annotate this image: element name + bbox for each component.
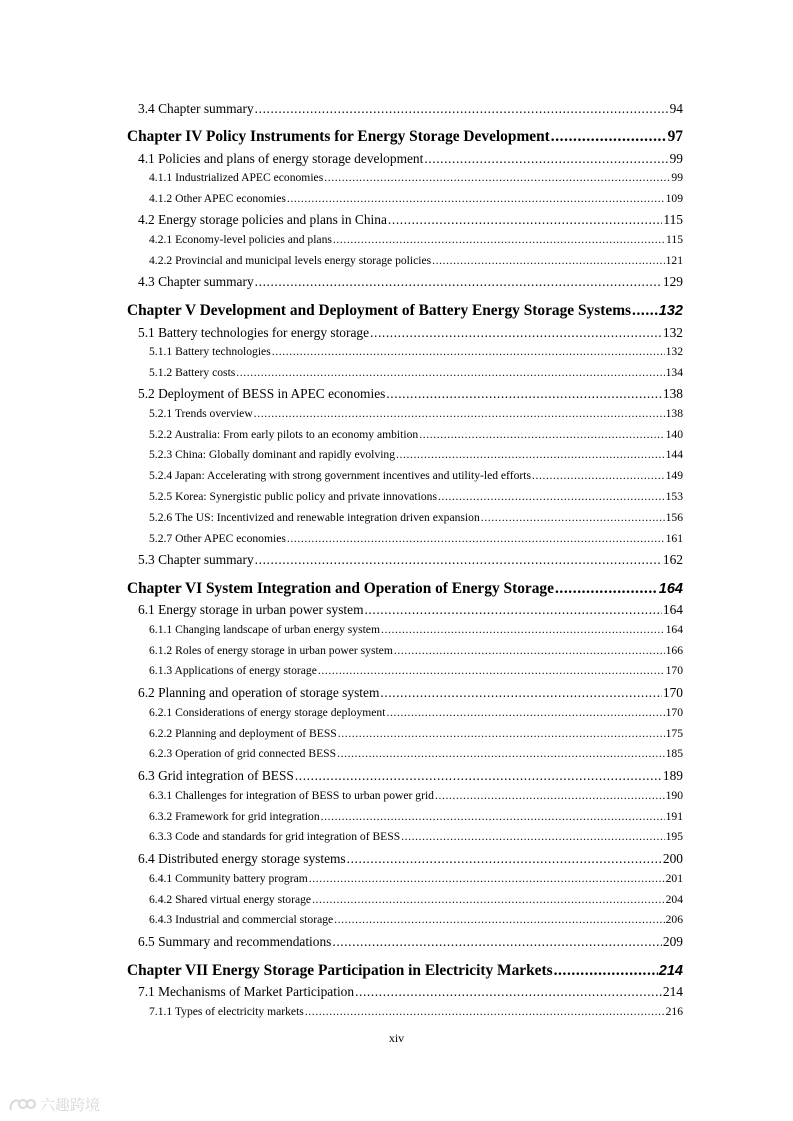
toc-entry-page: 164 bbox=[658, 581, 683, 597]
toc-entry-title: 4.2.1 Economy-level policies and plans bbox=[149, 233, 332, 246]
toc-entry-title: 3.4 Chapter summary bbox=[138, 101, 254, 116]
dot-leader bbox=[333, 233, 665, 246]
toc-entry-page: 214 bbox=[658, 963, 683, 979]
toc-entry-title: 6.3.3 Code and standards for grid integration of BESS bbox=[149, 830, 401, 843]
toc-entry-page: 138 bbox=[662, 386, 683, 401]
toc-subsection-entry[interactable] bbox=[149, 428, 683, 441]
toc-subsection-entry[interactable] bbox=[149, 171, 683, 184]
toc-entry-page: 129 bbox=[662, 274, 683, 289]
dot-leader bbox=[312, 893, 665, 906]
dot-leader bbox=[332, 934, 662, 950]
toc-subsection-entry[interactable] bbox=[149, 345, 683, 358]
dot-leader bbox=[370, 325, 662, 341]
toc-section-entry[interactable] bbox=[138, 151, 683, 167]
dot-leader bbox=[255, 101, 669, 117]
page-number: xiv bbox=[388, 1031, 405, 1045]
toc-entry-page: 189 bbox=[662, 768, 683, 783]
toc-subsection-entry[interactable] bbox=[149, 448, 683, 461]
toc-entry-title: 5.2.1 Trends overview bbox=[149, 407, 253, 420]
toc-entry-page: 166 bbox=[665, 644, 683, 657]
toc-entry-page: 144 bbox=[665, 448, 683, 461]
toc-entry-title: 6.4.1 Community battery program bbox=[149, 872, 308, 885]
toc-section-entry[interactable] bbox=[138, 212, 683, 228]
dot-leader bbox=[386, 386, 662, 402]
toc-subsection-entry[interactable] bbox=[149, 747, 683, 760]
dot-leader bbox=[364, 602, 661, 618]
toc-subsection-entry[interactable] bbox=[149, 664, 683, 677]
toc-entry-page: 97 bbox=[667, 128, 683, 145]
dot-leader bbox=[432, 254, 664, 267]
toc-entry-title: 6.5 Summary and recommendations bbox=[138, 934, 332, 949]
toc-entry-title: 4.1.2 Other APEC economies bbox=[149, 192, 286, 205]
toc-entry-page: 115 bbox=[663, 212, 683, 227]
toc-entry-title: 5.2.4 Japan: Accelerating with strong government incentives and utility-led efforts bbox=[149, 469, 531, 482]
toc-entry-page: 99 bbox=[671, 171, 683, 184]
toc-entry-title: 5.2.7 Other APEC economies bbox=[149, 532, 286, 545]
toc-subsection-entry[interactable] bbox=[149, 192, 683, 205]
dot-leader bbox=[347, 851, 662, 867]
dot-leader bbox=[272, 345, 665, 358]
dot-leader bbox=[419, 428, 664, 441]
toc-section-entry[interactable] bbox=[138, 934, 683, 950]
toc-subsection-entry[interactable] bbox=[149, 469, 683, 482]
toc-entry-title: 6.4.3 Industrial and commercial storage bbox=[149, 913, 334, 926]
toc-entry-page: 149 bbox=[665, 469, 683, 482]
toc-entry-page: 185 bbox=[665, 747, 683, 760]
toc-entry-title: 6.4 Distributed energy storage systems bbox=[138, 851, 346, 866]
toc-entry-title: 5.2.6 The US: Incentivized and renewable integration driven expansion bbox=[149, 511, 480, 524]
toc-entry-title: 6.2.2 Planning and deployment of BESS bbox=[149, 727, 337, 740]
dot-leader bbox=[295, 768, 662, 784]
toc-entry-title: 6.2.3 Operation of grid connected BESS bbox=[149, 747, 337, 760]
toc-section-entry[interactable] bbox=[138, 685, 683, 701]
toc-chapter-entry[interactable] bbox=[127, 962, 683, 980]
toc-entry-title: 4.2.2 Provincial and municipal levels energy storage policies bbox=[149, 254, 432, 267]
toc-entry-title: 5.3 Chapter summary bbox=[138, 552, 254, 567]
toc-entry-title: 6.1 Energy storage in urban power system bbox=[138, 602, 364, 617]
toc-entry-title: 6.1.3 Applications of energy storage bbox=[149, 664, 317, 677]
toc-entry-page: 115 bbox=[666, 233, 683, 246]
toc-entry-page: 190 bbox=[665, 789, 683, 802]
toc-entry-title: 5.2.5 Korea: Synergistic public policy and private innovations bbox=[149, 490, 437, 503]
dot-leader bbox=[254, 407, 665, 420]
watermark-logo-icon bbox=[8, 1096, 36, 1114]
toc-entry-page: 170 bbox=[665, 664, 683, 677]
toc-entry-page: 94 bbox=[669, 101, 683, 116]
toc-section-entry[interactable] bbox=[138, 274, 683, 290]
toc-entry-page: 164 bbox=[665, 623, 683, 636]
toc-entry-page: 170 bbox=[665, 706, 683, 719]
toc-subsection-entry[interactable] bbox=[149, 254, 683, 267]
toc-entry-title: 4.3 Chapter summary bbox=[138, 274, 254, 289]
toc-subsection-entry[interactable] bbox=[149, 913, 683, 926]
toc-entry-page: 175 bbox=[665, 727, 683, 740]
toc-entry-title: 5.2.2 Australia: From early pilots to an economy ambition bbox=[149, 428, 419, 441]
toc-entry-title: 6.1.2 Roles of energy storage in urban power system bbox=[149, 644, 393, 657]
toc-subsection-entry[interactable] bbox=[149, 490, 683, 503]
dot-leader bbox=[386, 706, 664, 719]
dot-leader bbox=[324, 171, 670, 184]
toc-subsection-entry[interactable] bbox=[149, 532, 683, 545]
dot-leader bbox=[355, 984, 662, 1000]
toc-entry-page: 138 bbox=[665, 407, 683, 420]
dot-leader bbox=[555, 580, 658, 598]
toc-entry-title: 5.1.1 Battery technologies bbox=[149, 345, 271, 358]
toc-entry-page: 170 bbox=[662, 685, 683, 700]
toc-entry-page: 109 bbox=[665, 192, 683, 205]
toc-entry-title: Chapter IV Policy Instruments for Energy Storage Development bbox=[127, 128, 550, 145]
toc-entry-title: 4.1.1 Industrialized APEC economies bbox=[149, 171, 324, 184]
toc-entry-title: 7.1 Mechanisms of Market Participation bbox=[138, 984, 355, 999]
toc-entry-title: 5.2.3 China: Globally dominant and rapidly evolving bbox=[149, 448, 396, 461]
dot-leader bbox=[632, 302, 658, 320]
toc-entry-title: 6.3.1 Challenges for integration of BESS to urban power grid bbox=[149, 789, 434, 802]
toc-subsection-entry[interactable] bbox=[149, 407, 683, 420]
dot-leader bbox=[338, 727, 665, 740]
toc-entry-title: 6.2 Planning and operation of storage system bbox=[138, 685, 380, 700]
toc-subsection-entry[interactable] bbox=[149, 366, 683, 379]
dot-leader bbox=[337, 747, 665, 760]
toc-entry-title: Chapter V Development and Deployment of Battery Energy Storage Systems bbox=[127, 302, 631, 319]
dot-leader bbox=[532, 469, 665, 482]
toc-section-entry[interactable] bbox=[138, 386, 683, 402]
toc-entry-page: 156 bbox=[665, 511, 683, 524]
toc-subsection-entry[interactable] bbox=[149, 233, 683, 246]
toc-entry-page: 162 bbox=[662, 552, 683, 567]
toc-entry-page: 195 bbox=[665, 830, 683, 843]
toc-entry-title: 5.1 Battery technologies for energy storage bbox=[138, 325, 370, 340]
dot-leader bbox=[381, 623, 665, 636]
dot-leader bbox=[380, 685, 662, 701]
dot-leader bbox=[334, 913, 664, 926]
toc-entry-page: 132 bbox=[662, 325, 683, 340]
dot-leader bbox=[396, 448, 665, 461]
toc-entry-title: 6.4.2 Shared virtual energy storage bbox=[149, 893, 312, 906]
dot-leader bbox=[394, 644, 665, 657]
toc-subsection-entry[interactable] bbox=[149, 727, 683, 740]
toc-entry-page: 206 bbox=[665, 913, 683, 926]
toc-entry-title: 5.2 Deployment of BESS in APEC economies bbox=[138, 386, 386, 401]
toc-subsection-entry[interactable] bbox=[149, 706, 683, 719]
toc-entry-page: 132 bbox=[665, 345, 683, 358]
toc-entry-page: 200 bbox=[662, 851, 683, 866]
toc-entry-title: Chapter VII Energy Storage Participation in Electricity Markets bbox=[127, 962, 553, 979]
dot-leader bbox=[321, 810, 665, 823]
toc-entry-page: 134 bbox=[665, 366, 683, 379]
dot-leader bbox=[438, 490, 665, 503]
toc-entry-page: 216 bbox=[665, 1005, 683, 1018]
toc-entry-title: Chapter VI System Integration and Operation of Energy Storage bbox=[127, 580, 554, 597]
toc-entry-page: 140 bbox=[665, 428, 683, 441]
toc-entry-page: 209 bbox=[662, 934, 683, 949]
dot-leader bbox=[481, 511, 665, 524]
toc-entry-page: 121 bbox=[665, 254, 683, 267]
toc-entry-title: 6.3.2 Framework for grid integration bbox=[149, 810, 320, 823]
toc-subsection-entry[interactable] bbox=[149, 644, 683, 657]
dot-leader bbox=[255, 552, 662, 568]
toc-entry-page: 191 bbox=[665, 810, 683, 823]
toc-entry-page: 201 bbox=[665, 872, 683, 885]
toc-entry-page: 99 bbox=[669, 151, 683, 166]
toc-subsection-entry[interactable] bbox=[149, 789, 683, 802]
toc-subsection-entry[interactable] bbox=[149, 511, 683, 524]
toc-entry-title: 4.2 Energy storage policies and plans in China bbox=[138, 212, 387, 227]
toc-entry-title: 6.1.1 Changing landscape of urban energy system bbox=[149, 623, 380, 636]
toc-entry-page: 161 bbox=[665, 532, 683, 545]
watermark bbox=[8, 1094, 100, 1115]
toc-section-entry[interactable] bbox=[138, 552, 683, 568]
toc-entry-title: 5.1.2 Battery costs bbox=[149, 366, 236, 379]
dot-leader bbox=[318, 664, 665, 677]
toc-entry-title: 4.1 Policies and plans of energy storage development bbox=[138, 151, 424, 166]
toc-section-entry[interactable] bbox=[138, 602, 683, 618]
toc-section-entry[interactable] bbox=[138, 851, 683, 867]
toc-entry-title: 6.3 Grid integration of BESS bbox=[138, 768, 294, 783]
dot-leader bbox=[435, 789, 665, 802]
dot-leader bbox=[255, 274, 662, 290]
dot-leader bbox=[401, 830, 664, 843]
dot-leader bbox=[236, 366, 664, 379]
toc-subsection-entry[interactable] bbox=[149, 810, 683, 823]
toc-subsection-entry[interactable] bbox=[149, 872, 683, 885]
toc-entry-page: 214 bbox=[662, 984, 683, 999]
toc-entry-page: 132 bbox=[658, 303, 683, 319]
dot-leader bbox=[287, 532, 665, 545]
toc-subsection-entry[interactable] bbox=[149, 893, 683, 906]
dot-leader bbox=[287, 192, 665, 205]
toc-entry-page: 204 bbox=[665, 893, 683, 906]
toc-chapter-entry[interactable] bbox=[127, 302, 683, 320]
toc-subsection-entry[interactable] bbox=[149, 623, 683, 636]
dot-leader bbox=[305, 1005, 665, 1018]
dot-leader bbox=[309, 872, 665, 885]
toc-entry-title: 6.2.1 Considerations of energy storage deployment bbox=[149, 706, 386, 719]
toc-chapter-entry[interactable] bbox=[127, 580, 683, 598]
toc-entry-page: 153 bbox=[665, 490, 683, 503]
toc-section-entry[interactable] bbox=[138, 984, 683, 1000]
dot-leader bbox=[551, 128, 667, 146]
toc-section-entry[interactable] bbox=[138, 325, 683, 341]
toc-chapter-entry[interactable] bbox=[127, 128, 683, 146]
toc-entry-page: 164 bbox=[662, 602, 683, 617]
watermark-text: 六趣跨境 bbox=[40, 1096, 101, 1114]
toc-entry-title: 7.1.1 Types of electricity markets bbox=[149, 1005, 304, 1018]
toc-section-entry[interactable] bbox=[138, 101, 683, 117]
dot-leader bbox=[554, 962, 658, 980]
toc-subsection-entry[interactable] bbox=[149, 830, 683, 843]
dot-leader bbox=[424, 151, 668, 167]
toc-subsection-entry[interactable] bbox=[149, 1005, 683, 1018]
toc-section-entry[interactable] bbox=[138, 768, 683, 784]
dot-leader bbox=[388, 212, 662, 228]
